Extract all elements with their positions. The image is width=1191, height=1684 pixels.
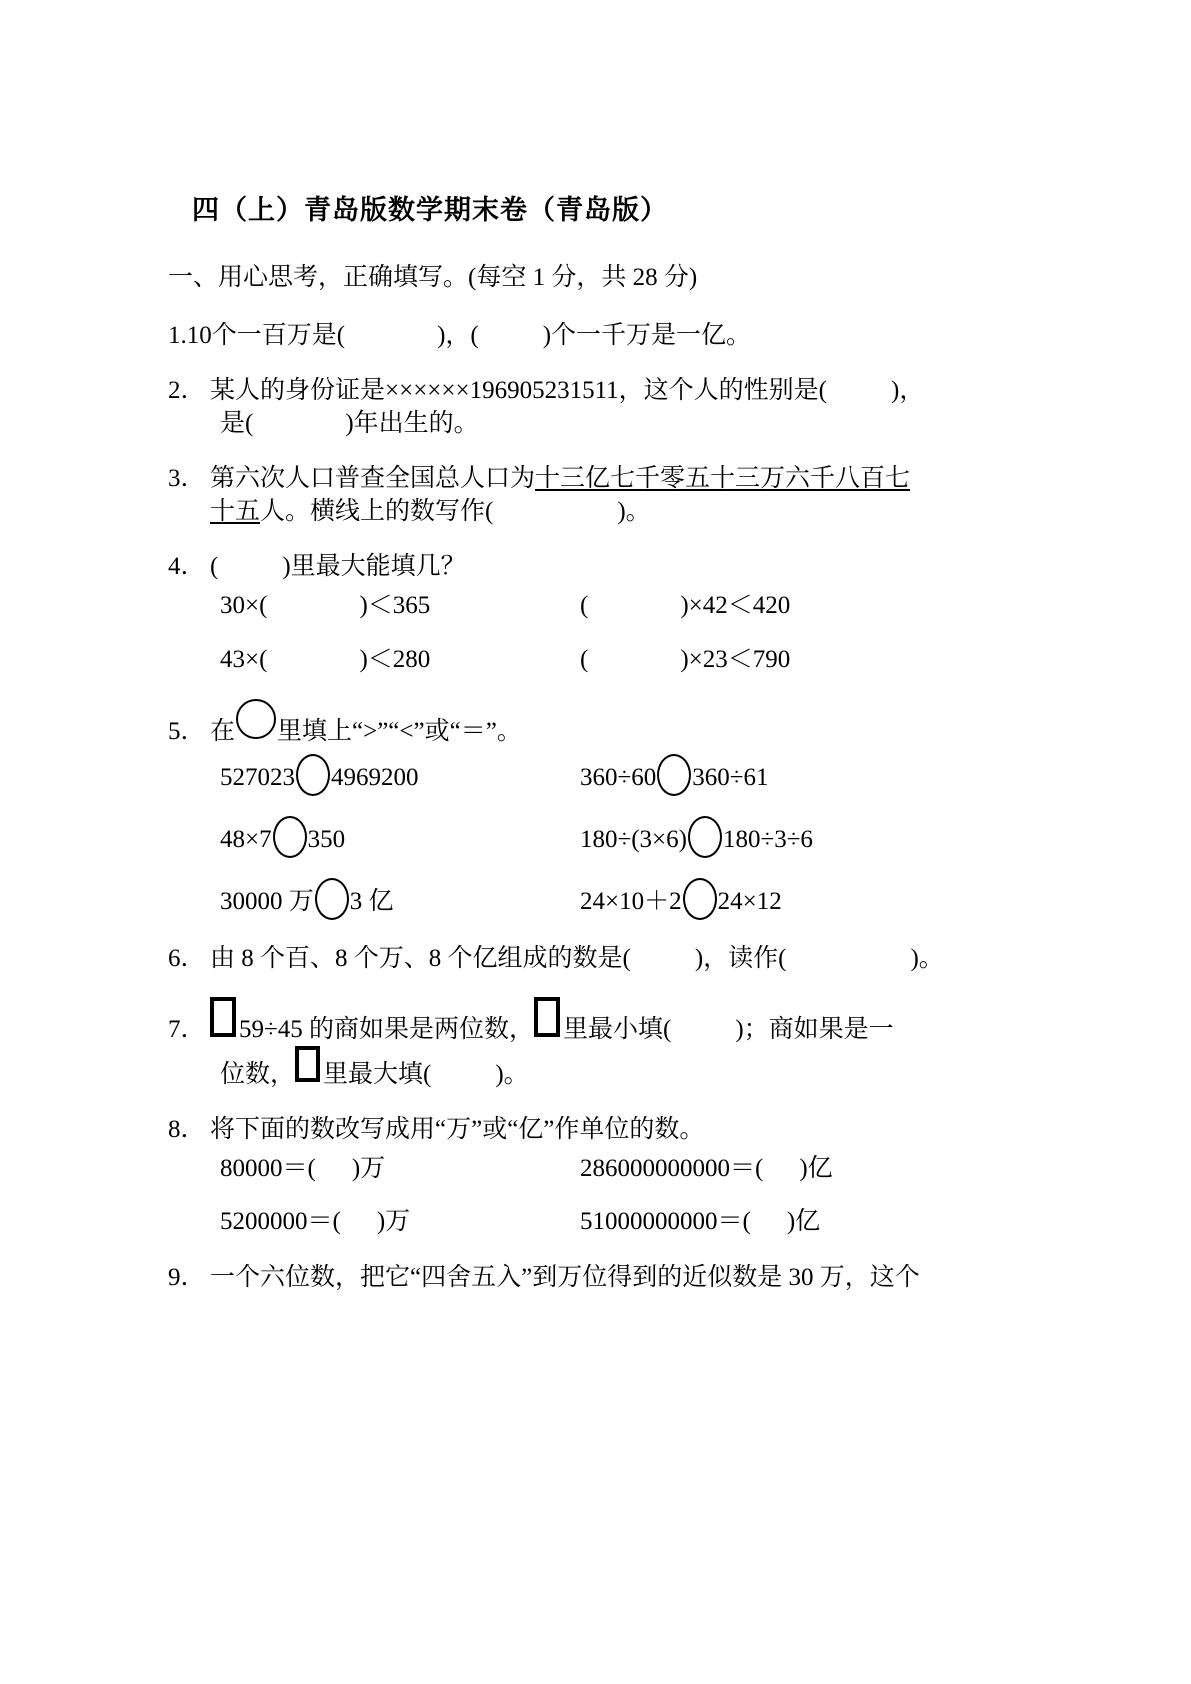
circle-blank-icon: [657, 754, 691, 796]
question-5-compare-6: [580, 878, 998, 920]
question-7-line-1: [168, 997, 998, 1046]
question-8-expr-2-a: 286000000000＝(: [580, 1154, 764, 1182]
question-8-expr-1-a: 80000＝(: [220, 1154, 316, 1182]
question-2: [168, 374, 998, 440]
circle-blank-icon: [688, 816, 722, 858]
question-5-compare-1-right: 4969200: [331, 763, 419, 791]
question-5-prompt: [168, 699, 998, 748]
question-4-expr-1-a: 30×(: [220, 592, 268, 619]
question-3-text-c: )。: [617, 498, 651, 525]
question-5-row-3-indent: [168, 878, 220, 920]
question-1-text-c: )个一千万是一亿。: [542, 322, 752, 349]
square-blank-icon: [534, 997, 560, 1037]
question-4-number: 4．: [168, 553, 206, 580]
question-4-row-1: [168, 589, 998, 623]
question-4-text-b: )里最大能填几？: [282, 553, 466, 580]
square-blank-icon: [210, 997, 236, 1037]
question-3-text-a: 第六次人口普查全国总人口为: [210, 465, 536, 492]
question-4-prompt: [168, 550, 998, 583]
question-7: [168, 997, 998, 1091]
question-4-row-2-indent: [168, 643, 220, 677]
question-4-expr-2-b: )×42＜420: [680, 592, 791, 619]
question-7-text-a: 59÷45 的商如果是两位数，: [239, 1015, 534, 1043]
question-8-row-2-indent: [168, 1205, 220, 1239]
question-7-text-b: 里最小填(: [562, 1015, 672, 1043]
question-5-compare-2-right: 360÷61: [692, 763, 769, 791]
question-4-expr-1-b: )＜365: [359, 592, 431, 619]
page-title: 四（上）青岛版数学期末卷（青岛版）: [192, 195, 668, 226]
question-7-text-c: )；商如果是一: [735, 1015, 894, 1043]
question-3-line-1: [168, 462, 998, 495]
question-5-compare-2: [580, 754, 998, 796]
question-4-expr-2: [580, 589, 998, 623]
question-3-number: 3．: [168, 465, 206, 492]
question-8-expr-1: [220, 1152, 580, 1186]
question-6-text-c: )。: [910, 944, 944, 972]
question-8-row-1: [168, 1152, 998, 1186]
question-9: [168, 1261, 998, 1294]
question-4-expr-3-a: 43×(: [220, 645, 268, 673]
page-content: [168, 188, 998, 1316]
question-4-expr-4-a: (: [580, 645, 589, 673]
question-3-underlined-a: 十三亿七千零五十三万六千八百七: [535, 465, 911, 492]
question-2-line-1: [168, 374, 998, 407]
question-3: [168, 462, 998, 528]
question-5-compare-6-right: 24×12: [717, 887, 782, 915]
question-5-text-a: 在: [210, 717, 236, 745]
question-5-compare-4-left: 180÷(3×6): [580, 825, 687, 853]
question-6: [168, 942, 998, 975]
question-5-row-3: [168, 878, 998, 920]
circle-blank-icon: [296, 754, 330, 796]
question-4-expr-2-a: (: [580, 592, 589, 619]
question-8-expr-2-b: )亿: [799, 1154, 833, 1182]
question-4-expr-3-b: )＜280: [359, 645, 431, 673]
question-2-number: 2．: [168, 377, 206, 404]
question-5-row-1-indent: [168, 754, 220, 796]
question-4-expr-1: [220, 589, 580, 623]
question-4-expr-4-b: )×23＜790: [680, 645, 791, 673]
question-5-compare-1: [220, 754, 580, 796]
circle-blank-icon: [273, 816, 307, 858]
question-8-text: 将下面的数改写成用“万”或“亿”作单位的数。: [210, 1115, 705, 1143]
question-8-expr-4-b: )亿: [786, 1208, 821, 1236]
question-5-compare-5-right: 3 亿: [349, 887, 394, 915]
question-3-underlined-b: 十五: [210, 498, 261, 525]
question-6-number: 6．: [168, 944, 206, 972]
question-6-text-a: 由 8 个百、8 个万、8 个亿组成的数是(: [210, 944, 631, 972]
question-6-text-b: )，读作(: [694, 944, 787, 972]
question-8-expr-2: [580, 1152, 998, 1186]
question-8: [168, 1113, 998, 1240]
circle-blank-icon: [236, 699, 276, 739]
question-8-expr-1-b: )万: [351, 1154, 386, 1182]
question-1-text-b: )，(: [437, 322, 479, 349]
question-1: [168, 319, 998, 352]
section-heading-one: 一、用心思考，正确填写。(每空 1 分，共 28 分): [168, 264, 698, 291]
question-3-text-b: 人。横线上的数写作(: [260, 498, 494, 525]
question-5-compare-3: [220, 816, 580, 858]
question-5-compare-3-right: 350: [307, 825, 346, 853]
question-2-text-a: 某人的身份证是××××××196905231511，这个人的性别是(: [210, 377, 827, 404]
question-7-text-e: 里最大填(: [323, 1060, 432, 1088]
question-4: [168, 550, 998, 677]
question-8-expr-4-a: 51000000000＝(: [580, 1208, 751, 1236]
question-4-text-a: (: [210, 553, 219, 580]
question-5-compare-6-left: 24×10＋2: [580, 887, 682, 915]
question-5-compare-1-left: 527023: [220, 763, 295, 791]
question-5-text-b: 里填上“>”“<”或“＝”。: [277, 717, 522, 745]
question-9-text: 一个六位数，把它“四舍五入”到万位得到的近似数是 30 万，这个: [210, 1264, 920, 1291]
question-4-expr-3: [220, 643, 580, 677]
question-8-expr-3-a: 5200000＝(: [220, 1208, 341, 1236]
question-7-text-d: 位数，: [220, 1060, 296, 1088]
question-8-row-1-indent: [168, 1152, 220, 1186]
question-8-expr-3-b: )万: [376, 1208, 411, 1236]
question-5-compare-3-left: 48×7: [220, 825, 272, 853]
question-5-compare-5: [220, 878, 580, 920]
question-7-number: 7．: [168, 1015, 206, 1043]
question-5-compare-4: [580, 816, 998, 858]
question-1-text-a: 个一百万是(: [211, 322, 346, 349]
question-5-row-2-indent: [168, 816, 220, 858]
question-5-compare-5-left: 30000 万: [220, 887, 314, 915]
question-7-text-f: )。: [495, 1060, 529, 1088]
question-1-line: [168, 319, 998, 352]
question-5: [168, 699, 998, 920]
question-5-number: 5．: [168, 717, 206, 745]
question-2-line-2: [168, 407, 998, 440]
circle-blank-icon: [683, 878, 717, 920]
square-blank-icon: [295, 1046, 320, 1082]
circle-blank-icon: [315, 878, 349, 920]
question-8-row-2: [168, 1205, 998, 1239]
question-2-text-c: 是(: [220, 410, 254, 437]
question-9-number: 9．: [168, 1264, 206, 1291]
question-5-row-1: [168, 754, 998, 796]
question-6-line: [168, 942, 998, 975]
question-4-row-1-indent: [168, 589, 220, 623]
question-8-number: 8．: [168, 1115, 206, 1143]
question-5-compare-2-left: 360÷60: [580, 763, 657, 791]
question-2-text-d: )年出生的。: [345, 410, 479, 437]
question-4-row-2: [168, 643, 998, 677]
question-4-expr-4: [580, 643, 998, 677]
question-2-text-b: )，: [891, 377, 925, 404]
question-7-line-2: [168, 1046, 998, 1091]
question-8-prompt: [168, 1113, 998, 1146]
question-5-row-2: [168, 816, 998, 858]
question-5-compare-4-right: 180÷3÷6: [722, 825, 813, 853]
question-1-number: 1.10: [168, 322, 212, 349]
question-9-line: [168, 1261, 998, 1294]
question-8-expr-4: [580, 1205, 998, 1239]
question-3-line-2: [168, 495, 998, 528]
question-8-expr-3: [220, 1205, 580, 1239]
